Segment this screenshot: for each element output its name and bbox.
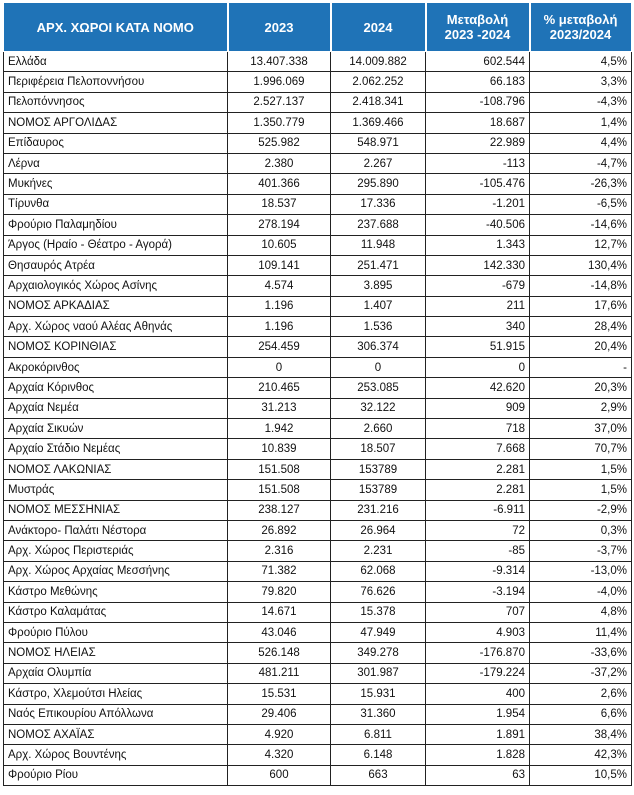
percent-change-cell: 2,9% [530,398,632,418]
visitors-table [3,2,633,786]
percent-change-cell: -14,6% [530,215,632,235]
change-cell: -179.224 [426,663,530,683]
visitors-2023-cell: 79.820 [228,582,331,602]
header-year-2024: 2024 [331,3,426,52]
visitors-2023-cell: 1.196 [228,296,331,316]
table-row [4,52,632,72]
visitors-2023-cell: 109.141 [228,255,331,275]
percent-change-cell: 2,6% [530,684,632,704]
visitors-2024-cell: 15.378 [331,602,426,622]
table-row [4,745,632,765]
change-cell: 1.828 [426,745,530,765]
change-cell: 22.989 [426,133,530,153]
change-cell: -40.506 [426,215,530,235]
change-cell: -105.476 [426,174,530,194]
change-cell: 42.620 [426,378,530,398]
percent-change-cell: 11,4% [530,622,632,642]
percent-change-cell: 28,4% [530,317,632,337]
site-name-cell: Μυκήνες [4,174,228,194]
visitors-2024-cell: 18.507 [331,439,426,459]
site-name-cell: Αρχαία Σικυών [4,419,228,439]
percent-change-cell: -6,5% [530,194,632,214]
percent-change-cell: 4,8% [530,602,632,622]
table-row [4,133,632,153]
visitors-2024-cell: 2.267 [331,153,426,173]
header-pct-line2: 2023/2024 [549,27,612,42]
percent-change-cell: -2,9% [530,500,632,520]
table-row [4,724,632,744]
change-cell: -3.194 [426,582,530,602]
visitors-2024-cell: 1.536 [331,317,426,337]
change-cell: -1.201 [426,194,530,214]
visitors-2023-cell: 31.213 [228,398,331,418]
site-name-cell: Αρχαίο Στάδιο Νεμέας [4,439,228,459]
site-name-cell: Αρχ. Χώρος ναού Αλέας Αθηνάς [4,317,228,337]
visitors-2023-cell: 4.920 [228,724,331,744]
site-name-cell: Πελοπόννησος [4,92,228,112]
change-cell: 0 [426,357,530,377]
visitors-2023-cell: 238.127 [228,500,331,520]
visitors-2024-cell: 26.964 [331,520,426,540]
site-name-cell: Ναός Επικουρίου Απόλλωνα [4,704,228,724]
visitors-2023-cell: 0 [228,357,331,377]
site-name-cell: Κάστρο Καλαμάτας [4,602,228,622]
change-cell: 707 [426,602,530,622]
header-change-line2: 2023 -2024 [444,27,511,42]
visitors-2024-cell: 548.971 [331,133,426,153]
table-row [4,357,632,377]
table-row [4,480,632,500]
table-body [4,52,632,786]
visitors-2023-cell: 1.942 [228,419,331,439]
percent-change-cell: -14,8% [530,276,632,296]
percent-change-cell: 70,7% [530,439,632,459]
visitors-2023-cell: 2.527.137 [228,92,331,112]
visitors-2023-cell: 13.407.338 [228,52,331,72]
site-name-cell: ΝΟΜΟΣ ΜΕΣΣΗΝΙΑΣ [4,500,228,520]
table-row [4,561,632,581]
table-row [4,500,632,520]
change-cell: 2.281 [426,480,530,500]
visitors-2023-cell: 151.508 [228,480,331,500]
change-cell: -9.314 [426,561,530,581]
table-row [4,684,632,704]
visitors-2023-cell: 71.382 [228,561,331,581]
table-row [4,174,632,194]
site-name-cell: Φρούριο Παλαμηδίου [4,215,228,235]
visitors-2023-cell: 526.148 [228,643,331,663]
site-name-cell: Αρχαία Ολυμπία [4,663,228,683]
table-row [4,704,632,724]
change-cell: -108.796 [426,92,530,112]
percent-change-cell: 6,6% [530,704,632,724]
visitors-2024-cell: 306.374 [331,337,426,357]
table-row [4,459,632,479]
percent-change-cell: -37,2% [530,663,632,683]
site-name-cell: Άργος (Ηραίο - Θέατρο - Αγορά) [4,235,228,255]
percent-change-cell: 130,4% [530,255,632,275]
table-row [4,541,632,561]
percent-change-cell: 12,7% [530,235,632,255]
table-row [4,602,632,622]
site-name-cell: Κάστρο Μεθώνης [4,582,228,602]
header-row [4,3,632,52]
table-row [4,378,632,398]
visitors-2024-cell: 6.148 [331,745,426,765]
percent-change-cell: 0,3% [530,520,632,540]
table-row [4,92,632,112]
site-name-cell: ΝΟΜΟΣ ΑΡΚΑΔΙΑΣ [4,296,228,316]
visitors-2024-cell: 153789 [331,459,426,479]
change-cell: -6.911 [426,500,530,520]
visitors-2024-cell: 349.278 [331,643,426,663]
visitors-2024-cell: 11.948 [331,235,426,255]
site-name-cell: ΝΟΜΟΣ ΚΟΡΙΝΘΙΑΣ [4,337,228,357]
visitors-2023-cell: 278.194 [228,215,331,235]
table-row [4,663,632,683]
visitors-2024-cell: 251.471 [331,255,426,275]
percent-change-cell: -33,6% [530,643,632,663]
percent-change-cell: 4,5% [530,52,632,72]
site-name-cell: Αρχαία Κόρινθος [4,378,228,398]
change-cell: 340 [426,317,530,337]
table-row [4,398,632,418]
header-change-line1: Μεταβολή [446,12,509,27]
visitors-2024-cell: 47.949 [331,622,426,642]
site-name-cell: ΝΟΜΟΣ ΑΡΓΟΛΙΔΑΣ [4,113,228,133]
change-cell: 1.954 [426,704,530,724]
percent-change-cell: 20,3% [530,378,632,398]
visitors-2024-cell: 2.418.341 [331,92,426,112]
site-name-cell: Θησαυρός Ατρέα [4,255,228,275]
change-cell: 211 [426,296,530,316]
site-name-cell: ΝΟΜΟΣ ΛΑΚΩΝΙΑΣ [4,459,228,479]
visitors-2023-cell: 2.380 [228,153,331,173]
visitors-2024-cell: 15.931 [331,684,426,704]
percent-change-cell: -3,7% [530,541,632,561]
visitors-2024-cell: 2.231 [331,541,426,561]
change-cell: 142.330 [426,255,530,275]
visitors-2023-cell: 481.211 [228,663,331,683]
change-cell: 63 [426,765,530,785]
header-year-2023: 2023 [228,3,331,52]
site-name-cell: Ακροκόρινθος [4,357,228,377]
visitors-2023-cell: 4.574 [228,276,331,296]
change-cell: 4.903 [426,622,530,642]
visitors-2024-cell: 2.062.252 [331,72,426,92]
percent-change-cell: 3,3% [530,72,632,92]
site-name-cell: Μυστράς [4,480,228,500]
site-name-cell: Ελλάδα [4,52,228,72]
visitors-2024-cell: 2.660 [331,419,426,439]
percent-change-cell: 20,4% [530,337,632,357]
table-row [4,153,632,173]
visitors-2024-cell: 1.407 [331,296,426,316]
percent-change-cell: 1,4% [530,113,632,133]
table-row [4,643,632,663]
table-row [4,520,632,540]
percent-change-cell: 37,0% [530,419,632,439]
site-name-cell: Αρχ. Χώρος Βουντένης [4,745,228,765]
site-name-cell: Τίρυνθα [4,194,228,214]
table-row [4,765,632,785]
table-row [4,439,632,459]
visitors-2023-cell: 43.046 [228,622,331,642]
visitors-2023-cell: 151.508 [228,459,331,479]
percent-change-cell: 4,4% [530,133,632,153]
visitors-2024-cell: 301.987 [331,663,426,683]
header-pct-line1: % μεταβολή [543,12,618,27]
change-cell: 2.281 [426,459,530,479]
visitors-2023-cell: 15.531 [228,684,331,704]
visitors-2024-cell: 663 [331,765,426,785]
visitors-2024-cell: 1.369.466 [331,113,426,133]
change-cell: 400 [426,684,530,704]
site-name-cell: Αρχαιολογικός Χώρος Ασίνης [4,276,228,296]
site-name-cell: ΝΟΜΟΣ ΗΛΕΙΑΣ [4,643,228,663]
visitors-2023-cell: 26.892 [228,520,331,540]
change-cell: -113 [426,153,530,173]
header-percent-change [530,3,632,52]
visitors-2024-cell: 295.890 [331,174,426,194]
change-cell: 7.668 [426,439,530,459]
change-cell: 1.343 [426,235,530,255]
table-row [4,255,632,275]
visitors-2024-cell: 31.360 [331,704,426,724]
visitors-2024-cell: 32.122 [331,398,426,418]
table-row [4,296,632,316]
visitors-2024-cell: 76.626 [331,582,426,602]
site-name-cell: Φρούριο Πύλου [4,622,228,642]
visitors-2024-cell: 153789 [331,480,426,500]
change-cell: 51.915 [426,337,530,357]
visitors-2023-cell: 1.350.779 [228,113,331,133]
site-name-cell: Ανάκτορο- Παλάτι Νέστορα [4,520,228,540]
percent-change-cell: 10,5% [530,765,632,785]
site-name-cell: Αρχαία Νεμέα [4,398,228,418]
header-site-name: ΑΡΧ. ΧΩΡΟΙ ΚΑΤΑ ΝΟΜΟ [4,3,228,52]
visitors-2023-cell: 29.406 [228,704,331,724]
visitors-2023-cell: 10.839 [228,439,331,459]
table-row [4,582,632,602]
table-row [4,419,632,439]
site-name-cell: Λέρνα [4,153,228,173]
visitors-2023-cell: 1.996.069 [228,72,331,92]
visitors-2023-cell: 1.196 [228,317,331,337]
visitors-2023-cell: 2.316 [228,541,331,561]
table-row [4,113,632,133]
change-cell: 602.544 [426,52,530,72]
visitors-2023-cell: 600 [228,765,331,785]
table-row [4,72,632,92]
site-name-cell: Κάστρο, Χλεμούτσι Ηλείας [4,684,228,704]
visitors-2024-cell: 14.009.882 [331,52,426,72]
visitors-2024-cell: 17.336 [331,194,426,214]
visitors-2024-cell: 62.068 [331,561,426,581]
table-header [4,3,632,52]
percent-change-cell: 1,5% [530,480,632,500]
percent-change-cell: -4,7% [530,153,632,173]
visitors-2023-cell: 254.459 [228,337,331,357]
visitors-2024-cell: 3.895 [331,276,426,296]
table-row [4,317,632,337]
visitors-2024-cell: 6.811 [331,724,426,744]
table-row [4,215,632,235]
visitors-2024-cell: 0 [331,357,426,377]
visitors-2023-cell: 10.605 [228,235,331,255]
change-cell: 1.891 [426,724,530,744]
visitors-2023-cell: 4.320 [228,745,331,765]
percent-change-cell: 17,6% [530,296,632,316]
table-row [4,622,632,642]
visitors-2023-cell: 210.465 [228,378,331,398]
table-row [4,235,632,255]
visitors-2023-cell: 401.366 [228,174,331,194]
change-cell: 72 [426,520,530,540]
change-cell: 909 [426,398,530,418]
visitors-2024-cell: 253.085 [331,378,426,398]
percent-change-cell: -4,3% [530,92,632,112]
site-name-cell: Φρούριο Ρίου [4,765,228,785]
visitors-2024-cell: 237.688 [331,215,426,235]
percent-change-cell: -26,3% [530,174,632,194]
change-cell: -679 [426,276,530,296]
table-row [4,337,632,357]
site-name-cell: Αρχ. Χώρος Περιστεριάς [4,541,228,561]
change-cell: 718 [426,419,530,439]
site-name-cell: ΝΟΜΟΣ ΑΧΑΪΑΣ [4,724,228,744]
change-cell: 18.687 [426,113,530,133]
percent-change-cell: 38,4% [530,724,632,744]
table-row [4,194,632,214]
table-row [4,276,632,296]
visitors-2023-cell: 14.671 [228,602,331,622]
site-name-cell: Αρχ. Χώρος Αρχαίας Μεσσήνης [4,561,228,581]
visitors-2023-cell: 18.537 [228,194,331,214]
header-change [426,3,530,52]
change-cell: -176.870 [426,643,530,663]
site-name-cell: Περιφέρεια Πελοποννήσου [4,72,228,92]
percent-change-cell: 1,5% [530,459,632,479]
site-name-cell: Επίδαυρος [4,133,228,153]
percent-change-cell: -13,0% [530,561,632,581]
visitors-2023-cell: 525.982 [228,133,331,153]
visitors-2024-cell: 231.216 [331,500,426,520]
change-cell: 66.183 [426,72,530,92]
percent-change-cell: - [530,357,632,377]
change-cell: -85 [426,541,530,561]
percent-change-cell: 42,3% [530,745,632,765]
percent-change-cell: -4,0% [530,582,632,602]
